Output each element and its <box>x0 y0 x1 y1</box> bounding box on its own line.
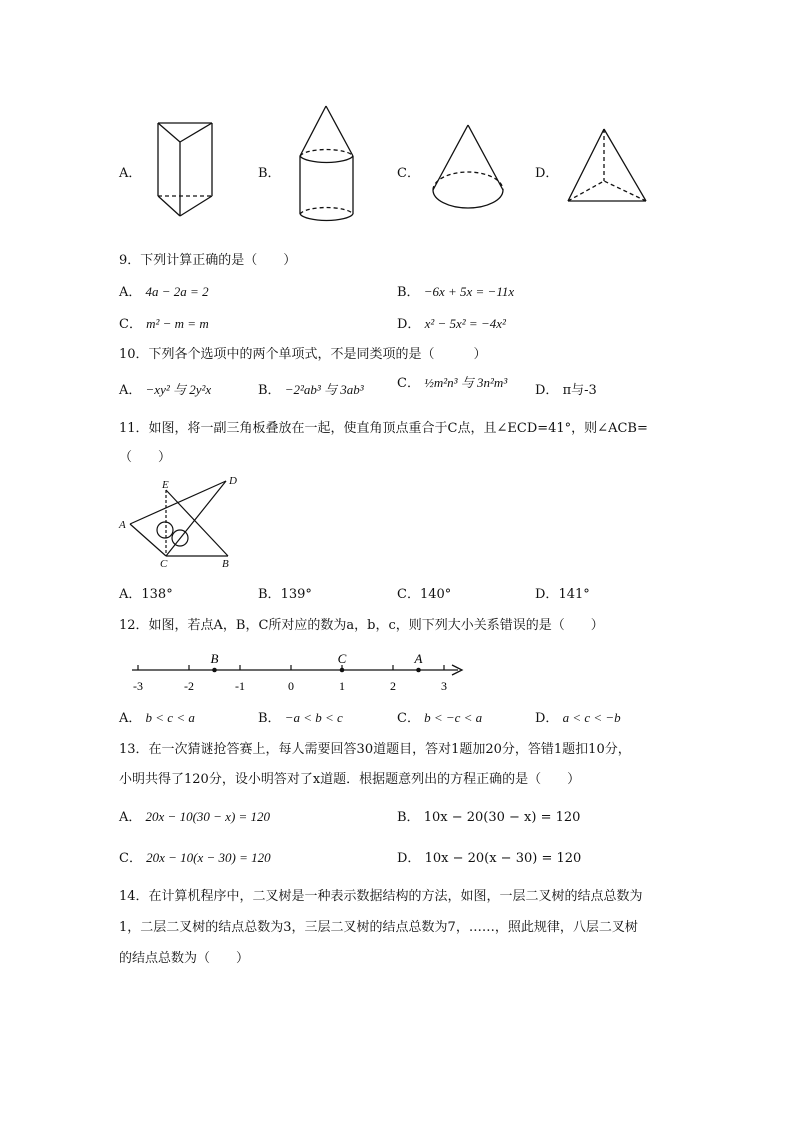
q11-label-c: C <box>160 558 168 570</box>
q12-point-b <box>212 668 217 673</box>
q13-option-d-expr: 10x − 20(x − 30) = 120 <box>424 851 582 866</box>
q13-option-c-expr: 20x − 10(x − 30) = 120 <box>146 850 271 865</box>
q10-option-c[interactable] <box>397 372 507 391</box>
q10-option-d-expr: π与-3 <box>562 383 597 398</box>
q8-figure-cone <box>430 122 510 214</box>
q13-option-c[interactable] <box>119 847 271 866</box>
q13-option-d-letter: D． <box>397 851 421 866</box>
q10-option-a-expr: −xy² 与 2y²x <box>145 382 212 397</box>
q12-tick-label: 3 <box>441 679 447 693</box>
q11-option-c-text: 140° <box>419 587 452 602</box>
q12-option-a-letter: A． <box>119 711 142 726</box>
q11-label-d: D <box>229 475 237 487</box>
q8-option-c-letter: C． <box>397 166 420 181</box>
q9-option-b-expr: −6x + 5x = −11x <box>423 284 515 299</box>
q11-option-c[interactable] <box>397 583 451 602</box>
q11-label-e: E <box>162 479 169 491</box>
q14-stem-line2: 1，二层二叉树的结点总数为3，三层二叉树的结点总数为7，……，照此规律，八层二叉树 <box>119 920 638 935</box>
q10-option-a-letter: A． <box>119 383 142 398</box>
q10-stem: 10．下列各个选项中的两个单项式，不是同类项的是（ ） <box>119 347 487 362</box>
q9-stem: 9．下列计算正确的是（ ） <box>119 253 297 268</box>
q10-option-d-letter: D． <box>535 383 559 398</box>
q8-figure-triangular-prism <box>150 118 220 220</box>
q12-tick-label: -1 <box>235 679 245 693</box>
q9-option-c-letter: C． <box>119 317 142 332</box>
q13-option-b[interactable] <box>397 806 580 825</box>
q12-point-label-a: A <box>414 651 423 666</box>
q14-stem-line3: 的结点总数为（ ） <box>119 951 250 966</box>
q13-stem-line2: 小明共得了120分，设小明答对了x道题．根据题意列出的方程正确的是（ ） <box>119 772 581 787</box>
q10-option-c-expr: ½m²n³ 与 3n²m³ <box>424 375 508 390</box>
q13-option-d[interactable] <box>397 847 581 866</box>
q8-option-d-letter: D． <box>535 166 559 181</box>
q12-tick-label: -3 <box>133 679 143 693</box>
q11-option-a[interactable] <box>119 583 173 602</box>
q11-label-b: B <box>222 558 229 570</box>
q9-option-a-expr: 4a − 2a = 2 <box>145 284 209 299</box>
q11-option-d-letter: D． <box>535 587 559 602</box>
q14-stem-line1: 14．在计算机程序中，二叉树是一种表示数据结构的方法，如图，一层二叉树的结点总数为 <box>119 889 643 904</box>
q11-option-d[interactable] <box>535 583 590 602</box>
q11-option-b-text: 139° <box>280 587 312 602</box>
q8-figure-triangular-pyramid <box>566 126 650 206</box>
q13-stem-line1: 13．在一次猜谜抢答赛上，每人需要回答30道题目，答对1题加20分，答错1题扣10分， <box>119 742 631 757</box>
q11-figure-triangles <box>118 472 248 572</box>
q12-option-d[interactable] <box>535 707 621 726</box>
q13-option-c-letter: C． <box>119 851 142 866</box>
q11-option-a-letter: A． <box>119 587 142 602</box>
q12-option-b[interactable] <box>258 707 343 726</box>
q13-option-b-expr: 10x − 20(30 − x) = 120 <box>423 810 581 825</box>
q9-option-d-expr: x² − 5x² = −4x² <box>424 316 506 331</box>
q12-option-d-letter: D． <box>535 711 559 726</box>
q9-option-c-expr: m² − m = m <box>146 316 209 331</box>
q12-option-d-expr: a < c < −b <box>562 710 621 725</box>
q13-option-b-letter: B． <box>397 810 420 825</box>
q9-option-a[interactable] <box>119 281 209 300</box>
q12-point-label-b: B <box>210 651 219 666</box>
q11-stem-line2: （ ） <box>119 450 172 465</box>
q12-option-a-expr: b < c < a <box>145 710 195 725</box>
q10-option-c-letter: C． <box>397 376 420 391</box>
q12-option-a[interactable] <box>119 707 195 726</box>
q10-option-b[interactable] <box>258 379 364 398</box>
q11-stem-line1: 11．如图，将一副三角板叠放在一起，使直角顶点重合于C点，且∠ECD=41°，则∠ACB= <box>119 421 648 436</box>
q10-option-b-expr: −2²ab³ 与 3ab³ <box>284 382 364 397</box>
q10-option-d[interactable] <box>535 379 597 398</box>
q11-option-d-text: 141° <box>558 587 590 602</box>
q12-point-c <box>340 668 345 673</box>
q12-option-b-letter: B． <box>258 711 281 726</box>
q9-option-a-letter: A． <box>119 285 142 300</box>
q8-option-b-letter: B． <box>258 166 281 181</box>
q12-stem: 12．如图，若点A，B，C所对应的数为a，b，c，则下列大小关系错误的是（ ） <box>119 618 604 633</box>
q12-tick-label: 1 <box>339 679 345 693</box>
q10-option-b-letter: B． <box>258 383 281 398</box>
q11-option-b-letter: B． <box>258 587 281 602</box>
q9-option-b[interactable] <box>397 281 514 300</box>
q11-option-b[interactable] <box>258 583 312 602</box>
q8-option-a-letter: A． <box>119 166 142 181</box>
q11-label-a: A <box>119 519 126 531</box>
q9-option-d-letter: D． <box>397 317 421 332</box>
q12-point-label-c: C <box>337 651 347 666</box>
q12-point-a <box>416 668 421 673</box>
q12-option-c-expr: b < −c < a <box>424 710 483 725</box>
q12-option-c-letter: C． <box>397 711 420 726</box>
q12-tick-label: -2 <box>184 679 194 693</box>
q9-option-c[interactable] <box>119 313 209 332</box>
q8-figure-cone-on-cylinder <box>296 104 358 228</box>
q12-tick-label: 2 <box>390 679 396 693</box>
q9-option-d[interactable] <box>397 313 506 332</box>
q13-option-a[interactable] <box>119 806 270 825</box>
q11-option-c-letter: C． <box>397 587 420 602</box>
q12-number-line <box>130 648 470 696</box>
q12-tick-label: 0 <box>288 679 294 693</box>
q11-option-a-text: 138° <box>141 587 173 602</box>
q12-option-c[interactable] <box>397 707 482 726</box>
q10-option-a[interactable] <box>119 379 211 398</box>
q13-option-a-letter: A． <box>119 810 142 825</box>
q13-option-a-expr: 20x − 10(30 − x) = 120 <box>145 809 271 824</box>
q12-option-b-expr: −a < b < c <box>284 710 343 725</box>
q9-option-b-letter: B． <box>397 285 420 300</box>
